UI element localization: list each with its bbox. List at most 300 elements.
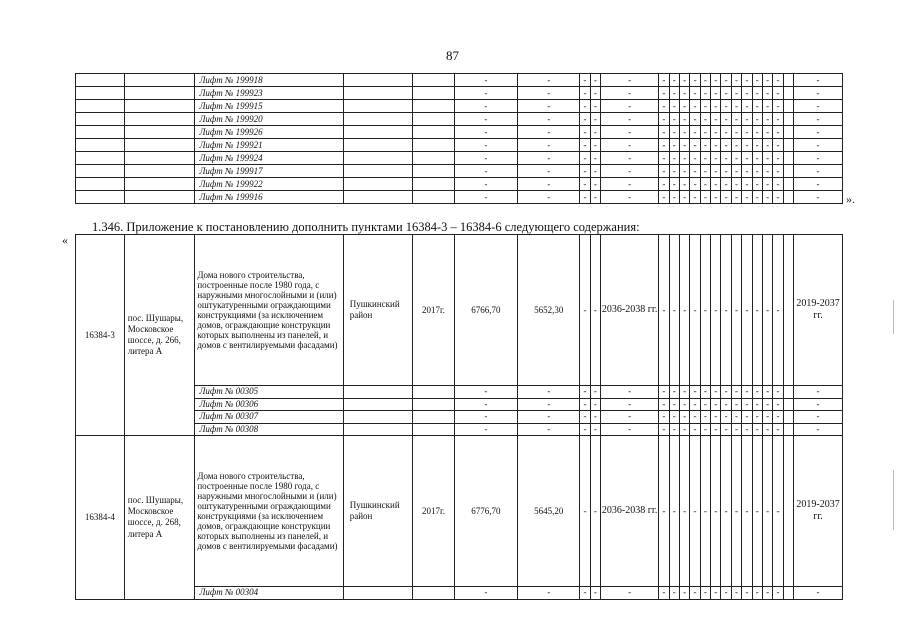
dash-cell: - xyxy=(752,386,762,399)
dash-cell: - xyxy=(721,126,731,139)
dash-cell: - xyxy=(752,436,762,587)
lift-label: Лифт № 199923 xyxy=(195,87,343,100)
dash-cell: - xyxy=(700,139,710,152)
dash-cell: - xyxy=(679,139,689,152)
empty-cell xyxy=(413,165,455,178)
dash-cell: - xyxy=(669,398,679,411)
lift-label: Лифт № 199917 xyxy=(195,165,343,178)
dash-cell: - xyxy=(721,411,731,424)
dash-cell: - xyxy=(601,423,659,436)
dash-cell: - xyxy=(700,152,710,165)
dash-cell: - xyxy=(679,436,689,587)
empty-cell xyxy=(76,165,125,178)
margin-mark xyxy=(893,300,894,334)
dash-cell: - xyxy=(601,411,659,424)
dash-cell: - xyxy=(742,423,752,436)
dash-cell: - xyxy=(659,74,669,87)
empty-cell xyxy=(343,113,413,126)
empty-cell xyxy=(783,386,793,399)
dash-cell: - xyxy=(752,191,762,204)
dash-cell: - xyxy=(742,139,752,152)
dash-cell: - xyxy=(580,436,590,587)
dash-cell: - xyxy=(794,152,843,165)
empty-cell xyxy=(124,152,195,165)
record-year: 2017г. xyxy=(413,436,455,587)
dash-cell: - xyxy=(580,235,590,386)
record-district: Пушкинский район xyxy=(343,235,413,386)
dash-cell: - xyxy=(601,398,659,411)
record-description: Дома нового строительства, построенные после 1980 года, с наружными многослойными и (или) оштукатуренными ограждающими конструкциями (за исключением домов, ограждающие конструкции которых выполнены из панелей, и домов с вентилируемыми фасадами) xyxy=(195,235,343,386)
lift-row xyxy=(76,152,843,165)
dash-cell: - xyxy=(711,587,721,600)
empty-cell xyxy=(783,100,793,113)
dash-cell: - xyxy=(742,235,752,386)
dash-cell: - xyxy=(700,191,710,204)
dash-cell: - xyxy=(580,100,590,113)
dash-cell: - xyxy=(742,178,752,191)
closing-quote: ». xyxy=(846,192,855,206)
dash-cell: - xyxy=(679,235,689,386)
record-district: Пушкинский район xyxy=(343,436,413,587)
empty-cell xyxy=(124,165,195,178)
dash-cell: - xyxy=(659,165,669,178)
empty-cell xyxy=(76,100,125,113)
dash-cell: - xyxy=(742,126,752,139)
empty-cell xyxy=(413,87,455,100)
dash-cell: - xyxy=(762,139,772,152)
empty-cell xyxy=(783,139,793,152)
dash-cell: - xyxy=(742,87,752,100)
dash-cell: - xyxy=(711,386,721,399)
dash-cell: - xyxy=(721,587,731,600)
empty-cell xyxy=(783,113,793,126)
dash-cell: - xyxy=(773,139,783,152)
dash-cell: - xyxy=(742,436,752,587)
dash-cell: - xyxy=(601,113,659,126)
dash-cell: - xyxy=(721,191,731,204)
dash-cell: - xyxy=(762,100,772,113)
dash-cell: - xyxy=(731,152,741,165)
dash-cell: - xyxy=(679,178,689,191)
dash-cell: - xyxy=(679,411,689,424)
dash-cell: - xyxy=(690,113,700,126)
dash-cell: - xyxy=(752,113,762,126)
dash-cell: - xyxy=(742,74,752,87)
dash-cell: - xyxy=(669,139,679,152)
empty-cell xyxy=(343,423,413,436)
dash-cell: - xyxy=(731,100,741,113)
dash-cell: - xyxy=(742,100,752,113)
dash-cell: - xyxy=(731,126,741,139)
empty-cell xyxy=(413,113,455,126)
dash-cell: - xyxy=(454,587,517,600)
dash-cell: - xyxy=(700,126,710,139)
dash-cell: - xyxy=(711,411,721,424)
new-entries-table xyxy=(75,234,843,600)
dash-cell: - xyxy=(711,436,721,587)
dash-cell: - xyxy=(742,587,752,600)
empty-cell xyxy=(783,178,793,191)
dash-cell: - xyxy=(773,126,783,139)
dash-cell: - xyxy=(659,587,669,600)
dash-cell: - xyxy=(454,191,517,204)
dash-cell: - xyxy=(690,587,700,600)
dash-cell: - xyxy=(762,87,772,100)
dash-cell: - xyxy=(679,165,689,178)
empty-cell xyxy=(413,191,455,204)
dash-cell: - xyxy=(454,113,517,126)
dash-cell: - xyxy=(731,587,741,600)
lift-label: Лифт № 00308 xyxy=(195,423,343,436)
dash-cell: - xyxy=(679,398,689,411)
dash-cell: - xyxy=(679,74,689,87)
dash-cell: - xyxy=(762,113,772,126)
record-year: 2017г. xyxy=(413,235,455,386)
dash-cell: - xyxy=(580,87,590,100)
dash-cell: - xyxy=(679,386,689,399)
empty-cell xyxy=(343,191,413,204)
record-id: 16384-3 xyxy=(76,235,125,436)
dash-cell: - xyxy=(518,398,580,411)
dash-cell: - xyxy=(659,113,669,126)
dash-cell: - xyxy=(762,191,772,204)
dash-cell: - xyxy=(601,126,659,139)
dash-cell: - xyxy=(518,178,580,191)
empty-cell xyxy=(343,74,413,87)
dash-cell: - xyxy=(669,423,679,436)
dash-cell: - xyxy=(454,87,517,100)
empty-cell xyxy=(413,587,455,600)
empty-cell xyxy=(76,178,125,191)
dash-cell: - xyxy=(518,152,580,165)
dash-cell: - xyxy=(679,126,689,139)
dash-cell: - xyxy=(721,235,731,386)
dash-cell: - xyxy=(518,191,580,204)
lift-continuation-table xyxy=(75,73,843,204)
dash-cell: - xyxy=(669,126,679,139)
dash-cell: - xyxy=(669,74,679,87)
empty-cell xyxy=(76,191,125,204)
dash-cell: - xyxy=(679,191,689,204)
dash-cell: - xyxy=(700,411,710,424)
empty-cell xyxy=(783,191,793,204)
dash-cell: - xyxy=(590,587,600,600)
dash-cell: - xyxy=(752,178,762,191)
lift-label: Лифт № 199915 xyxy=(195,100,343,113)
dash-cell: - xyxy=(731,113,741,126)
dash-cell: - xyxy=(580,126,590,139)
dash-cell: - xyxy=(580,165,590,178)
dash-cell: - xyxy=(773,235,783,386)
empty-cell xyxy=(343,411,413,424)
dash-cell: - xyxy=(690,411,700,424)
record-area-total: 6776,70 xyxy=(454,436,517,587)
dash-cell: - xyxy=(590,411,600,424)
dash-cell: - xyxy=(679,587,689,600)
dash-cell: - xyxy=(659,126,669,139)
empty-cell xyxy=(343,386,413,399)
dash-cell: - xyxy=(721,398,731,411)
dash-cell: - xyxy=(731,74,741,87)
dash-cell: - xyxy=(700,74,710,87)
dash-cell: - xyxy=(731,423,741,436)
dash-cell: - xyxy=(731,436,741,587)
dash-cell: - xyxy=(669,87,679,100)
dash-cell: - xyxy=(752,126,762,139)
dash-cell: - xyxy=(659,139,669,152)
dash-cell: - xyxy=(454,178,517,191)
dash-cell: - xyxy=(454,423,517,436)
lift-row xyxy=(76,139,843,152)
lift-row xyxy=(76,165,843,178)
record-period-a: 2036-2038 гг. xyxy=(601,436,659,587)
dash-cell: - xyxy=(721,100,731,113)
empty-cell xyxy=(76,126,125,139)
dash-cell: - xyxy=(773,113,783,126)
dash-cell: - xyxy=(590,423,600,436)
empty-cell xyxy=(783,411,793,424)
dash-cell: - xyxy=(752,423,762,436)
dash-cell: - xyxy=(659,386,669,399)
lift-label: Лифт № 199918 xyxy=(195,74,343,87)
dash-cell: - xyxy=(721,113,731,126)
dash-cell: - xyxy=(669,178,679,191)
dash-cell: - xyxy=(711,152,721,165)
dash-cell: - xyxy=(731,411,741,424)
dash-cell: - xyxy=(669,191,679,204)
dash-cell: - xyxy=(721,74,731,87)
dash-cell: - xyxy=(711,398,721,411)
dash-cell: - xyxy=(590,126,600,139)
lift-row xyxy=(76,87,843,100)
dash-cell: - xyxy=(679,152,689,165)
dash-cell: - xyxy=(679,100,689,113)
dash-cell: - xyxy=(518,386,580,399)
dash-cell: - xyxy=(742,152,752,165)
lift-label: Лифт № 00305 xyxy=(195,386,343,399)
dash-cell: - xyxy=(773,423,783,436)
dash-cell: - xyxy=(669,113,679,126)
dash-cell: - xyxy=(773,587,783,600)
dash-cell: - xyxy=(794,165,843,178)
dash-cell: - xyxy=(773,74,783,87)
section-heading: 1.346. Приложение к постановлению дополнить пунктами 16384-3 – 16384-6 следующего содержания: xyxy=(92,220,640,234)
dash-cell: - xyxy=(601,87,659,100)
dash-cell: - xyxy=(762,235,772,386)
dash-cell: - xyxy=(590,100,600,113)
dash-cell: - xyxy=(659,235,669,386)
dash-cell: - xyxy=(690,165,700,178)
dash-cell: - xyxy=(752,87,762,100)
dash-cell: - xyxy=(794,386,843,399)
dash-cell: - xyxy=(794,126,843,139)
dash-cell: - xyxy=(700,423,710,436)
lift-label: Лифт № 00307 xyxy=(195,411,343,424)
dash-cell: - xyxy=(731,386,741,399)
dash-cell: - xyxy=(742,165,752,178)
lift-label: Лифт № 00304 xyxy=(195,587,343,600)
empty-cell xyxy=(343,178,413,191)
empty-cell xyxy=(783,423,793,436)
empty-cell xyxy=(76,113,125,126)
dash-cell: - xyxy=(711,235,721,386)
dash-cell: - xyxy=(518,165,580,178)
lift-row xyxy=(76,113,843,126)
dash-cell: - xyxy=(590,87,600,100)
dash-cell: - xyxy=(731,191,741,204)
dash-cell: - xyxy=(659,100,669,113)
empty-cell xyxy=(413,152,455,165)
dash-cell: - xyxy=(700,587,710,600)
dash-cell: - xyxy=(580,74,590,87)
empty-cell xyxy=(413,398,455,411)
record-address: пос. Шушары, Московское шоссе, д. 268, литера А xyxy=(124,436,195,600)
empty-cell xyxy=(76,139,125,152)
lift-row xyxy=(76,178,843,191)
lift-row xyxy=(76,191,843,204)
dash-cell: - xyxy=(700,178,710,191)
dash-cell: - xyxy=(762,165,772,178)
dash-cell: - xyxy=(601,587,659,600)
dash-cell: - xyxy=(711,165,721,178)
dash-cell: - xyxy=(601,100,659,113)
lift-label: Лифт № 199922 xyxy=(195,178,343,191)
dash-cell: - xyxy=(700,165,710,178)
dash-cell: - xyxy=(580,139,590,152)
empty-cell xyxy=(124,74,195,87)
dash-cell: - xyxy=(590,398,600,411)
dash-cell: - xyxy=(742,411,752,424)
dash-cell: - xyxy=(690,74,700,87)
dash-cell: - xyxy=(721,152,731,165)
empty-cell xyxy=(343,126,413,139)
empty-cell xyxy=(343,139,413,152)
dash-cell: - xyxy=(590,436,600,587)
dash-cell: - xyxy=(711,126,721,139)
empty-cell xyxy=(413,178,455,191)
margin-mark xyxy=(893,470,894,530)
dash-cell: - xyxy=(601,178,659,191)
dash-cell: - xyxy=(601,191,659,204)
dash-cell: - xyxy=(700,87,710,100)
dash-cell: - xyxy=(690,235,700,386)
record-row xyxy=(76,235,843,386)
empty-cell xyxy=(343,152,413,165)
dash-cell: - xyxy=(742,398,752,411)
dash-cell: - xyxy=(590,139,600,152)
dash-cell: - xyxy=(690,139,700,152)
dash-cell: - xyxy=(794,411,843,424)
record-row xyxy=(76,436,843,587)
empty-cell xyxy=(124,100,195,113)
dash-cell: - xyxy=(590,165,600,178)
dash-cell: - xyxy=(752,74,762,87)
dash-cell: - xyxy=(762,436,772,587)
dash-cell: - xyxy=(752,139,762,152)
dash-cell: - xyxy=(794,87,843,100)
dash-cell: - xyxy=(518,87,580,100)
record-period-b: 2019-2037 гг. xyxy=(794,235,843,386)
dash-cell: - xyxy=(711,423,721,436)
dash-cell: - xyxy=(659,423,669,436)
dash-cell: - xyxy=(590,113,600,126)
dash-cell: - xyxy=(752,235,762,386)
dash-cell: - xyxy=(711,100,721,113)
empty-cell xyxy=(413,126,455,139)
dash-cell: - xyxy=(762,74,772,87)
dash-cell: - xyxy=(518,139,580,152)
dash-cell: - xyxy=(721,87,731,100)
dash-cell: - xyxy=(580,152,590,165)
dash-cell: - xyxy=(690,178,700,191)
empty-cell xyxy=(343,165,413,178)
dash-cell: - xyxy=(580,113,590,126)
dash-cell: - xyxy=(752,152,762,165)
dash-cell: - xyxy=(590,178,600,191)
dash-cell: - xyxy=(690,398,700,411)
empty-cell xyxy=(76,87,125,100)
dash-cell: - xyxy=(711,74,721,87)
dash-cell: - xyxy=(773,386,783,399)
dash-cell: - xyxy=(454,152,517,165)
dash-cell: - xyxy=(762,178,772,191)
dash-cell: - xyxy=(711,113,721,126)
dash-cell: - xyxy=(721,165,731,178)
empty-cell xyxy=(783,165,793,178)
dash-cell: - xyxy=(752,100,762,113)
dash-cell: - xyxy=(762,126,772,139)
dash-cell: - xyxy=(679,423,689,436)
dash-cell: - xyxy=(700,100,710,113)
opening-quote: « xyxy=(62,233,68,247)
dash-cell: - xyxy=(601,152,659,165)
empty-cell xyxy=(783,126,793,139)
dash-cell: - xyxy=(690,126,700,139)
dash-cell: - xyxy=(794,587,843,600)
dash-cell: - xyxy=(669,411,679,424)
dash-cell: - xyxy=(752,411,762,424)
dash-cell: - xyxy=(711,178,721,191)
empty-cell xyxy=(124,139,195,152)
dash-cell: - xyxy=(773,87,783,100)
record-description: Дома нового строительства, построенные после 1980 года, с наружными многослойными и (или) оштукатуренными ограждающими конструкциями (за исключением домов, ограждающие конструкции которых выполнены из панелей, и домов с вентилируемыми фасадами) xyxy=(195,436,343,587)
dash-cell: - xyxy=(690,386,700,399)
dash-cell: - xyxy=(731,235,741,386)
empty-cell xyxy=(124,113,195,126)
dash-cell: - xyxy=(669,386,679,399)
dash-cell: - xyxy=(794,100,843,113)
record-area-total: 6766,70 xyxy=(454,235,517,386)
dash-cell: - xyxy=(601,165,659,178)
dash-cell: - xyxy=(700,235,710,386)
dash-cell: - xyxy=(454,74,517,87)
dash-cell: - xyxy=(773,178,783,191)
dash-cell: - xyxy=(794,113,843,126)
dash-cell: - xyxy=(580,178,590,191)
dash-cell: - xyxy=(794,178,843,191)
dash-cell: - xyxy=(580,411,590,424)
dash-cell: - xyxy=(731,139,741,152)
dash-cell: - xyxy=(659,87,669,100)
empty-cell xyxy=(124,191,195,204)
lift-label: Лифт № 199921 xyxy=(195,139,343,152)
dash-cell: - xyxy=(700,113,710,126)
dash-cell: - xyxy=(659,152,669,165)
empty-cell xyxy=(413,139,455,152)
dash-cell: - xyxy=(721,139,731,152)
dash-cell: - xyxy=(454,100,517,113)
empty-cell xyxy=(413,386,455,399)
